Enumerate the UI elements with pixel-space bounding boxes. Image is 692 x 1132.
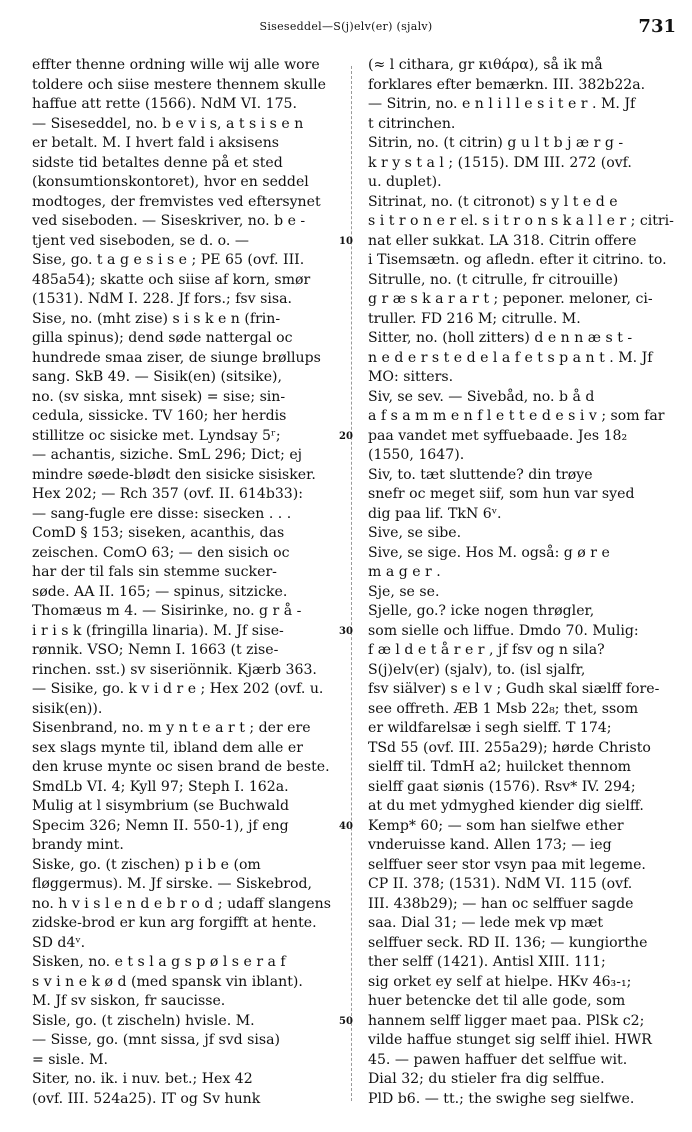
right-column-line: f æ l d e t å r e r , jf fsv og n sila?: [368, 642, 605, 658]
right-column-line: truller. FD 216 M; citrulle. M.: [368, 310, 581, 327]
right-column-line: see offreth. ÆB 1 Msb 22₈; thet, ssom: [368, 700, 639, 717]
right-column-line: k r y s t a l ; (1515). DM III. 272 (ovf.: [368, 154, 632, 171]
left-column-line: sisik(en)).: [32, 700, 103, 717]
left-column-line: zeischen. ComO 63; — den sisich oc: [32, 544, 290, 561]
margin-line-number: 50: [339, 1015, 353, 1027]
right-column-line: m a g e r .: [368, 564, 441, 580]
right-column-line: III. 438b29); — han oc selffuer sagde: [368, 895, 634, 912]
left-column-line: cedula, sissicke. TV 160; her herdis: [32, 408, 287, 424]
right-column-line: 45. — pawen haffuer det selffue wit.: [368, 1051, 628, 1068]
left-column-line: no. h v i s l e n d e b r o d ; udaff slangens: [32, 895, 331, 912]
right-column-line: saa. Dial 31; — lede mek vp mæt: [368, 915, 604, 931]
right-column-line: PlD b6. — tt.; the swighe seg sielfwe.: [368, 1090, 635, 1107]
left-column-line: sang. SkB 49. — Sisik(en) (sitsike),: [32, 369, 283, 385]
left-column-line: sex slags mynte til, ibland dem alle er: [32, 739, 303, 756]
right-column-line: u. duplet).: [368, 174, 442, 190]
right-column-line: snefr oc meget siif, som hun var syed: [368, 486, 635, 502]
right-column-line: sig orket ey self at hielpe. HKv 46₃-₁;: [368, 973, 632, 990]
right-column-line: forklares efter bemærkn. III. 382b22a.: [368, 76, 646, 93]
left-column-line: Specim 326; Nemn II. 550-1), jf eng: [32, 817, 289, 834]
left-column-line: — Sisse, go. (mnt sissa, jf svd sisa): [32, 1032, 281, 1048]
right-column-line: at du met ydmyghed kiender dig sielff.: [368, 798, 644, 814]
right-column-line: sielff gaat siønis (1576). Rsv* IV. 294;: [368, 778, 636, 795]
right-column-line: selffuer seer stor vsyn paa mit legeme.: [368, 856, 646, 873]
right-column-line: Kemp* 60; — som han sielfwe ether: [368, 817, 624, 834]
left-column-line: (1531). NdM I. 228. Jf fors.; fsv sisa.: [32, 291, 292, 307]
right-column-line: t citrinchen.: [368, 115, 456, 132]
left-column-line: er betalt. M. I hvert fald i aksisens: [32, 135, 279, 151]
right-column-line: a f s a m m e n f l e t t e d e s i v ; som far: [368, 408, 665, 424]
left-column-line: (ovf. III. 524a25). IT og Sv hunk: [32, 1090, 261, 1107]
right-column-line: i Tisemsætn. og afledn. efter it citrino. to.: [368, 252, 667, 268]
left-column-line: brandy mint.: [32, 837, 124, 853]
right-column-line: Sive, se sige. Hos M. også: g ø r e: [368, 544, 610, 561]
right-column-line: — Sitrin, no. e n l i l l e s i t e r . M. Jf: [368, 96, 636, 112]
left-column-line: SmdLb VI. 4; Kyll 97; Steph I. 162a.: [32, 778, 289, 795]
left-column: [32, 56, 340, 1109]
right-column: [368, 56, 676, 1109]
right-column-line: (≈ l cithara, gr κιθάρα), så ik må: [368, 57, 603, 73]
right-column-line: Siv, to. tæt sluttende? din trøye: [368, 466, 593, 483]
right-column-line: s i t r o n e r el. s i t r o n s k a l l e r ; citri-: [368, 213, 674, 229]
right-column-line: sielff til. TdmH a2; huilcket thennom: [368, 759, 632, 775]
left-column-line: Siske, go. (t zischen) p i b e (om: [32, 856, 261, 873]
left-column-line: — achantis, siziche. SmL 296; Dict; ej: [32, 447, 303, 463]
left-column-line: (konsumtionskontoret), hvor en seddel: [32, 174, 309, 190]
left-column-line: toldere och siise mestere thennem skulle: [32, 76, 326, 93]
left-column-line: tjent ved siseboden, se d. o. —: [32, 232, 249, 249]
left-column-line: M. Jf sv siskon, fr saucisse.: [32, 993, 226, 1009]
left-column-line: Sisken, no. e t s l a g s p ø l s e r a f: [32, 954, 286, 970]
right-column-line: fsv siälver) s e l v ; Gudh skal siælff fore-: [368, 681, 660, 697]
left-column-line: hundrede smaa ziser, de siunge brøllups: [32, 349, 321, 366]
left-column-line: Siter, no. ik. i nuv. bet.; Hex 42: [32, 1071, 253, 1087]
left-column-line: rinchen. sst.) sv siseriönnik. Kjærb 363.: [32, 661, 317, 678]
left-column-line: — Sisike, go. k v i d r e ; Hex 202 (ovf. u.: [32, 681, 324, 697]
left-column-line: stillitze oc sisicke met. Lyndsay 5ʳ;: [32, 427, 281, 444]
left-column-line: sidste tid betaltes denne på et sted: [32, 154, 283, 171]
left-column-line: ved siseboden. — Siseskriver, no. b e -: [32, 213, 306, 229]
right-column-line: Siv, se sev. — Sivebåd, no. b å d: [368, 388, 595, 405]
left-column-line: haffue att rette (1566). NdM VI. 175.: [32, 96, 298, 112]
margin-line-number: 40: [339, 820, 353, 832]
right-column-line: hannem selff ligger maet paa. PlSk c2;: [368, 1012, 645, 1029]
right-column-line: er wildfarelsæ i segh sielff. T 174;: [368, 720, 612, 736]
left-column-line: Sise, no. (mht zise) s i s k e n (frin-: [32, 310, 281, 327]
left-column-line: Hex 202; — Rch 357 (ovf. II. 614b33):: [32, 486, 304, 502]
left-column-line: s v i n e k ø d (med spansk vin iblant).: [32, 973, 303, 990]
left-column-line: — sang-fugle ere disse: sisecken . . .: [32, 505, 292, 522]
left-column-line: effter thenne ordning wille wij alle wore: [32, 57, 320, 73]
page-number: 731: [638, 16, 676, 37]
margin-line-number: 20: [339, 430, 353, 442]
right-column-line: vilde haffue stunget sig selff ihiel. HWR: [368, 1032, 652, 1048]
left-column-line: 485a54); skatte och siise af korn, smør: [32, 271, 311, 288]
left-column-line: rønnik. VSO; Nemn I. 1663 (t zise-: [32, 642, 279, 658]
left-column-line: = sisle. M.: [32, 1051, 108, 1068]
right-column-line: Sitrinat, no. (t citronot) s y l t e d e: [368, 193, 618, 210]
column-divider: [351, 66, 352, 1101]
right-column-line: Sje, se se.: [368, 583, 440, 600]
left-column-line: zidske-brod er kun arg forgifft at hente.: [32, 915, 317, 931]
left-column-line: SD d4ᵛ.: [32, 934, 86, 951]
left-column-line: Sisenbrand, no. m y n t e a r t ; der ere: [32, 720, 311, 736]
right-column-line: Sjelle, go.? icke nogen thrøgler,: [368, 603, 595, 619]
right-column-line: (1550, 1647).: [368, 447, 465, 463]
left-column-line: no. (sv siska, mnt sisek) = sise; sin-: [32, 388, 286, 405]
right-column-line: TSd 55 (ovf. III. 255a29); hørde Christo: [368, 739, 651, 756]
right-column-line: nat eller sukkat. LA 318. Citrin offere: [368, 232, 637, 249]
left-column-line: mindre søede-blødt den sisicke sisisker.: [32, 466, 316, 483]
right-column-line: Sitter, no. (holl zitters) d e n n æ s t -: [368, 330, 633, 346]
running-title: Siseseddel—S(j)elv(er) (sjalv): [259, 20, 433, 33]
left-column-line: Sise, go. t a g e s i s e ; PE 65 (ovf. III.: [32, 252, 305, 268]
right-column-line: vnderuisse kand. Allen 173; — ieg: [368, 837, 612, 853]
right-column-line: g r æ s k a r a r t ; peponer. meloner, ci-: [368, 291, 653, 307]
left-column-line: gilla spinus); dend søde nattergal oc: [32, 330, 293, 346]
left-column-line: fløggermus). M. Jf sirske. — Siskebrod,: [32, 876, 313, 892]
right-column-line: Sitrin, no. (t citrin) g u l t b j æ r g -: [368, 135, 624, 151]
page-header: [0, 16, 692, 46]
right-column-line: paa vandet met syffuebaade. Jes 18₂: [368, 427, 628, 444]
right-column-line: huer betencke det til alle gode, som: [368, 993, 626, 1009]
left-column-line: i r i s k (fringilla linaria). M. Jf sise-: [32, 622, 284, 639]
left-column-line: ComD § 153; siseken, acanthis, das: [32, 525, 285, 541]
right-column-line: Sive, se sibe.: [368, 525, 462, 541]
right-column-line: som sielle och liffue. Dmdo 70. Mulig:: [368, 622, 639, 639]
right-column-line: Sitrulle, no. (t citrulle, fr citrouille): [368, 271, 619, 288]
right-column-line: MO: sitters.: [368, 369, 454, 385]
left-column-line: har der til fals sin stemme sucker-: [32, 564, 277, 580]
left-column-line: søde. AA II. 165; — spinus, sitzicke.: [32, 583, 288, 600]
right-column-line: S(j)elv(er) (sjalv), to. (isl sjalfr,: [368, 661, 586, 678]
right-column-line: ther selff (1421). Antisl XIII. 111;: [368, 954, 606, 970]
right-column-line: Dial 32; du stieler fra dig selffue.: [368, 1071, 605, 1087]
left-column-line: den kruse mynte oc sisen brand de beste.: [32, 759, 330, 775]
right-column-line: CP II. 378; (1531). NdM VI. 115 (ovf.: [368, 876, 633, 892]
right-column-line: selffuer seck. RD II. 136; — kungiorthe: [368, 934, 648, 951]
margin-line-number: 30: [339, 625, 353, 637]
left-column-line: Mulig at l sisymbrium (se Buchwald: [32, 798, 289, 814]
left-column-line: Thomæus m 4. — Sisirinke, no. g r å -: [32, 603, 302, 619]
left-column-line: Sisle, go. (t zischeln) hvisle. M.: [32, 1012, 255, 1029]
right-column-line: n e d e r s t e d e l a f e t s p a n t . M. Jf: [368, 349, 653, 366]
margin-line-number: 10: [339, 235, 353, 247]
left-column-line: modtoges, der fremvistes ved eftersynet: [32, 193, 321, 210]
left-column-line: — Siseseddel, no. b e v i s, a t s i s e n: [32, 115, 304, 132]
right-column-line: dig paa lif. TkN 6ᵛ.: [368, 505, 502, 522]
